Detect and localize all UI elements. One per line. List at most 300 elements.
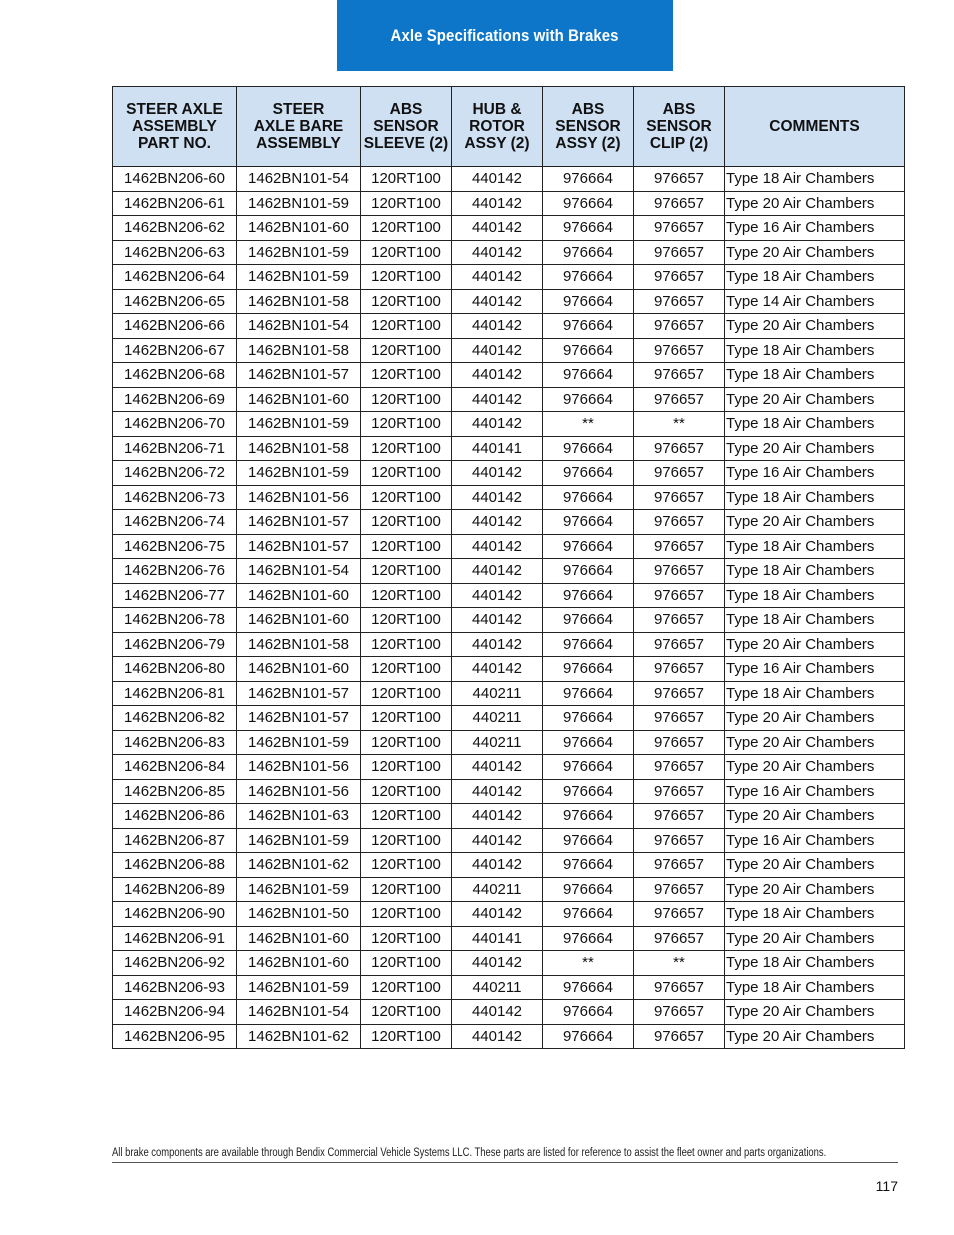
section-title-banner (337, 0, 673, 71)
table-cell: 120RT100 (361, 804, 452, 829)
table-cell: Type 20 Air Chambers (725, 436, 905, 461)
table-row (113, 902, 905, 927)
table-cell: 976657 (634, 436, 725, 461)
table-cell: 976657 (634, 681, 725, 706)
table-cell: ** (634, 412, 725, 437)
table-cell: 976664 (543, 706, 634, 731)
column-header: HUB & ROTOR ASSY (2) (452, 87, 543, 167)
table-cell: 440142 (452, 191, 543, 216)
table-cell: Type 16 Air Chambers (725, 779, 905, 804)
table-cell: 1462BN206-79 (113, 632, 237, 657)
table-cell: 120RT100 (361, 436, 452, 461)
table-cell: 1462BN101-60 (237, 583, 361, 608)
table-cell: 1462BN206-71 (113, 436, 237, 461)
table-cell: 976657 (634, 191, 725, 216)
table-cell: 1462BN101-59 (237, 461, 361, 486)
table-cell: 1462BN206-61 (113, 191, 237, 216)
table-row (113, 289, 905, 314)
table-cell: Type 20 Air Chambers (725, 1000, 905, 1025)
table-cell: 1462BN101-60 (237, 608, 361, 633)
table-cell: 976657 (634, 167, 725, 192)
column-header: COMMENTS (725, 87, 905, 167)
table-cell: ** (543, 412, 634, 437)
table-cell: 120RT100 (361, 191, 452, 216)
table-cell: 976664 (543, 363, 634, 388)
table-cell: 1462BN206-63 (113, 240, 237, 265)
table-row (113, 779, 905, 804)
table-cell: Type 20 Air Chambers (725, 877, 905, 902)
table-cell: Type 18 Air Chambers (725, 681, 905, 706)
table-cell: Type 18 Air Chambers (725, 412, 905, 437)
table-cell: ** (634, 951, 725, 976)
table-cell: 976657 (634, 559, 725, 584)
table-row (113, 975, 905, 1000)
table-cell: 1462BN101-59 (237, 730, 361, 755)
table-cell: 120RT100 (361, 289, 452, 314)
table-cell: 1462BN101-57 (237, 363, 361, 388)
table-cell: 976657 (634, 240, 725, 265)
table-cell: 976664 (543, 216, 634, 241)
table-cell: 120RT100 (361, 926, 452, 951)
table-cell: 1462BN101-62 (237, 1024, 361, 1049)
table-row (113, 412, 905, 437)
table-cell: 120RT100 (361, 975, 452, 1000)
table-cell: 440142 (452, 779, 543, 804)
table-cell: 976657 (634, 853, 725, 878)
table-cell: 1462BN206-80 (113, 657, 237, 682)
table-cell: 440142 (452, 510, 543, 535)
table-cell: 440211 (452, 877, 543, 902)
table-row (113, 657, 905, 682)
table-cell: 440142 (452, 265, 543, 290)
table-cell: 976657 (634, 1024, 725, 1049)
table-cell: 120RT100 (361, 877, 452, 902)
table-cell: 976664 (543, 167, 634, 192)
table-cell: 1462BN101-59 (237, 412, 361, 437)
table-cell: 120RT100 (361, 1024, 452, 1049)
table-row (113, 363, 905, 388)
table-cell: 1462BN206-88 (113, 853, 237, 878)
table-row (113, 534, 905, 559)
table-cell: 976657 (634, 877, 725, 902)
table-cell: 120RT100 (361, 779, 452, 804)
table-cell: 1462BN101-60 (237, 387, 361, 412)
table-cell: 1462BN101-58 (237, 338, 361, 363)
table-cell: 1462BN101-59 (237, 191, 361, 216)
table-cell: 976664 (543, 510, 634, 535)
table-cell: 1462BN101-57 (237, 681, 361, 706)
table-cell: 440211 (452, 730, 543, 755)
table-cell: 1462BN206-69 (113, 387, 237, 412)
table-cell: 1462BN206-86 (113, 804, 237, 829)
table-cell: 440142 (452, 412, 543, 437)
table-cell: 440142 (452, 828, 543, 853)
table-cell: 440142 (452, 657, 543, 682)
table-cell: Type 18 Air Chambers (725, 559, 905, 584)
table-cell: 1462BN206-92 (113, 951, 237, 976)
table-row (113, 216, 905, 241)
page-number: 117 (875, 1178, 898, 1194)
table-cell: 440142 (452, 804, 543, 829)
table-cell: 440142 (452, 559, 543, 584)
table-cell: 440142 (452, 167, 543, 192)
table-cell: 976657 (634, 755, 725, 780)
table-cell: 1462BN206-75 (113, 534, 237, 559)
table-cell: 1462BN206-77 (113, 583, 237, 608)
table-cell: 976664 (543, 240, 634, 265)
table-cell: 976664 (543, 975, 634, 1000)
table-cell: 1462BN206-78 (113, 608, 237, 633)
table-row (113, 387, 905, 412)
table-cell: 976657 (634, 510, 725, 535)
table-cell: Type 18 Air Chambers (725, 902, 905, 927)
table-cell: Type 20 Air Chambers (725, 1024, 905, 1049)
table-cell: 976664 (543, 461, 634, 486)
table-cell: Type 18 Air Chambers (725, 167, 905, 192)
column-header: ABS SENSOR ASSY (2) (543, 87, 634, 167)
table-cell: 440142 (452, 853, 543, 878)
table-cell: 120RT100 (361, 461, 452, 486)
table-row (113, 828, 905, 853)
column-header: ABS SENSOR CLIP (2) (634, 87, 725, 167)
table-cell: Type 20 Air Chambers (725, 853, 905, 878)
table-cell: 1462BN101-59 (237, 877, 361, 902)
table-cell: 976664 (543, 681, 634, 706)
table-cell: 976657 (634, 265, 725, 290)
table-cell: 1462BN101-57 (237, 706, 361, 731)
table-cell: 120RT100 (361, 412, 452, 437)
table-cell: 1462BN101-54 (237, 167, 361, 192)
table-cell: 976664 (543, 289, 634, 314)
table-row (113, 461, 905, 486)
table-cell: 440211 (452, 681, 543, 706)
table-cell: 976664 (543, 191, 634, 216)
table-cell: 440142 (452, 240, 543, 265)
table-cell: 976664 (543, 338, 634, 363)
table-cell: Type 18 Air Chambers (725, 534, 905, 559)
table-row (113, 853, 905, 878)
table-row (113, 608, 905, 633)
table-cell: Type 20 Air Chambers (725, 730, 905, 755)
table-cell: 120RT100 (361, 167, 452, 192)
table-cell: Type 16 Air Chambers (725, 828, 905, 853)
table-cell: 976657 (634, 706, 725, 731)
table-row (113, 926, 905, 951)
table-cell: 1462BN206-93 (113, 975, 237, 1000)
table-cell: 976657 (634, 1000, 725, 1025)
table-cell: 120RT100 (361, 485, 452, 510)
table-cell: 1462BN206-62 (113, 216, 237, 241)
table-row (113, 804, 905, 829)
table-cell: Type 18 Air Chambers (725, 583, 905, 608)
table-cell: 440142 (452, 632, 543, 657)
table-cell: 976664 (543, 485, 634, 510)
table-cell: 976664 (543, 926, 634, 951)
table-cell: 120RT100 (361, 681, 452, 706)
table-cell: 1462BN206-84 (113, 755, 237, 780)
table-cell: 120RT100 (361, 534, 452, 559)
table-cell: Type 20 Air Chambers (725, 191, 905, 216)
table-cell: Type 20 Air Chambers (725, 314, 905, 339)
table-cell: 1462BN101-60 (237, 657, 361, 682)
table-cell: 440142 (452, 363, 543, 388)
table-cell: 1462BN101-60 (237, 216, 361, 241)
table-cell: 1462BN101-58 (237, 289, 361, 314)
table-cell: 976657 (634, 363, 725, 388)
table-row (113, 706, 905, 731)
table-cell: Type 14 Air Chambers (725, 289, 905, 314)
table-cell: 440211 (452, 975, 543, 1000)
table-cell: 1462BN206-72 (113, 461, 237, 486)
table-cell: 120RT100 (361, 338, 452, 363)
table-row (113, 191, 905, 216)
table-cell: 120RT100 (361, 583, 452, 608)
table-cell: Type 18 Air Chambers (725, 265, 905, 290)
table-cell: 976664 (543, 828, 634, 853)
table-row (113, 681, 905, 706)
column-header: STEER AXLE ASSEMBLY PART NO. (113, 87, 237, 167)
table-cell: 440142 (452, 461, 543, 486)
table-cell: 976657 (634, 314, 725, 339)
table-cell: 120RT100 (361, 216, 452, 241)
table-cell: 1462BN101-59 (237, 240, 361, 265)
table-cell: 976664 (543, 1024, 634, 1049)
table-cell: 1462BN206-76 (113, 559, 237, 584)
table-cell: 1462BN206-95 (113, 1024, 237, 1049)
table-row (113, 755, 905, 780)
table-cell: 1462BN206-67 (113, 338, 237, 363)
table-cell: 1462BN206-83 (113, 730, 237, 755)
footnote (112, 1147, 898, 1163)
table-cell: 976657 (634, 583, 725, 608)
table-cell: 1462BN101-63 (237, 804, 361, 829)
table-cell: 1462BN206-70 (113, 412, 237, 437)
table-cell: 440142 (452, 289, 543, 314)
table-cell: 440142 (452, 951, 543, 976)
table-cell: 976657 (634, 216, 725, 241)
table-cell: 976657 (634, 632, 725, 657)
table-cell: 976664 (543, 387, 634, 412)
table-cell: 1462BN206-68 (113, 363, 237, 388)
table-cell: 1462BN101-57 (237, 510, 361, 535)
table-cell: 1462BN206-82 (113, 706, 237, 731)
table-cell: 976657 (634, 534, 725, 559)
table-cell: 440141 (452, 436, 543, 461)
table-cell: 1462BN206-81 (113, 681, 237, 706)
table-cell: 440142 (452, 216, 543, 241)
table-cell: 1462BN206-89 (113, 877, 237, 902)
table-cell: 976664 (543, 755, 634, 780)
table-cell: Type 20 Air Chambers (725, 804, 905, 829)
table-cell: 120RT100 (361, 510, 452, 535)
table-cell: 120RT100 (361, 240, 452, 265)
table-cell: 120RT100 (361, 387, 452, 412)
table-cell: Type 20 Air Chambers (725, 755, 905, 780)
table-row (113, 951, 905, 976)
table-cell: 1462BN101-58 (237, 436, 361, 461)
table-cell: 440142 (452, 338, 543, 363)
table-cell: 120RT100 (361, 902, 452, 927)
table-cell: Type 20 Air Chambers (725, 240, 905, 265)
table-cell: 120RT100 (361, 608, 452, 633)
table-cell: 976664 (543, 632, 634, 657)
table-cell: 1462BN101-57 (237, 534, 361, 559)
table-cell: 120RT100 (361, 730, 452, 755)
table-row (113, 877, 905, 902)
table-cell: 120RT100 (361, 265, 452, 290)
table-row (113, 167, 905, 192)
table-cell: 1462BN206-94 (113, 1000, 237, 1025)
table-cell: 1462BN206-73 (113, 485, 237, 510)
table-cell: 440142 (452, 583, 543, 608)
table-cell: 976664 (543, 804, 634, 829)
table-cell: 976664 (543, 534, 634, 559)
table-cell: 976657 (634, 485, 725, 510)
table-cell: 1462BN206-91 (113, 926, 237, 951)
table-cell: 1462BN206-64 (113, 265, 237, 290)
table-cell: 976657 (634, 289, 725, 314)
table-cell: Type 18 Air Chambers (725, 975, 905, 1000)
table-cell: 1462BN101-59 (237, 975, 361, 1000)
table-cell: Type 16 Air Chambers (725, 461, 905, 486)
table-cell: 976657 (634, 608, 725, 633)
table-row (113, 1024, 905, 1049)
table-cell: 1462BN101-54 (237, 559, 361, 584)
table-row (113, 436, 905, 461)
table-cell: 120RT100 (361, 951, 452, 976)
table-cell: 440142 (452, 902, 543, 927)
table-cell: 976657 (634, 461, 725, 486)
table-cell: 440141 (452, 926, 543, 951)
table-cell: Type 20 Air Chambers (725, 387, 905, 412)
table-cell: Type 18 Air Chambers (725, 951, 905, 976)
table-cell: 440142 (452, 608, 543, 633)
table-cell: 976664 (543, 1000, 634, 1025)
column-header: STEER AXLE BARE ASSEMBLY (237, 87, 361, 167)
table-cell: 976657 (634, 902, 725, 927)
table-cell: 440142 (452, 1000, 543, 1025)
table-cell: 1462BN101-62 (237, 853, 361, 878)
table-cell: 976657 (634, 338, 725, 363)
table-cell: 120RT100 (361, 1000, 452, 1025)
table-row (113, 583, 905, 608)
table-cell: 1462BN101-54 (237, 314, 361, 339)
table-cell: 1462BN101-60 (237, 951, 361, 976)
table-cell: 976657 (634, 828, 725, 853)
table-cell: 976664 (543, 779, 634, 804)
table-cell: 1462BN206-65 (113, 289, 237, 314)
table-cell: 1462BN101-56 (237, 485, 361, 510)
table-cell: 1462BN206-90 (113, 902, 237, 927)
table-cell: 976664 (543, 877, 634, 902)
table-cell: 440142 (452, 1024, 543, 1049)
table-cell: 976657 (634, 804, 725, 829)
table-cell: 1462BN206-87 (113, 828, 237, 853)
table-cell: 976664 (543, 608, 634, 633)
table-row (113, 314, 905, 339)
table-cell: 440211 (452, 706, 543, 731)
table-cell: 440142 (452, 534, 543, 559)
table-cell: 120RT100 (361, 559, 452, 584)
table-cell: 440142 (452, 755, 543, 780)
table-cell: 1462BN206-85 (113, 779, 237, 804)
table-cell: 1462BN101-56 (237, 755, 361, 780)
table-cell: 120RT100 (361, 755, 452, 780)
column-header: ABS SENSOR SLEEVE (2) (361, 87, 452, 167)
table-cell: 976657 (634, 730, 725, 755)
table-cell: 1462BN101-60 (237, 926, 361, 951)
table-cell: 120RT100 (361, 363, 452, 388)
table-header-row (113, 87, 905, 167)
table-cell: 976664 (543, 853, 634, 878)
table-row (113, 510, 905, 535)
table-cell: 976664 (543, 436, 634, 461)
table-row (113, 485, 905, 510)
table-cell: 440142 (452, 485, 543, 510)
table-row (113, 338, 905, 363)
table-cell: 120RT100 (361, 706, 452, 731)
table-cell: Type 20 Air Chambers (725, 632, 905, 657)
table-cell: 976664 (543, 583, 634, 608)
table-cell: 1462BN101-54 (237, 1000, 361, 1025)
table-cell: 120RT100 (361, 657, 452, 682)
table-cell: 120RT100 (361, 853, 452, 878)
table-cell: 976664 (543, 265, 634, 290)
table-cell: 976657 (634, 657, 725, 682)
table-row (113, 265, 905, 290)
footnote-text: All brake components are available through Bendix Commercial Vehicle Systems LLC. These parts are listed for reference to assist the fleet owner and parts organizations. (112, 1147, 827, 1159)
table-cell: 1462BN101-58 (237, 632, 361, 657)
table-cell: 976657 (634, 975, 725, 1000)
table-cell: Type 18 Air Chambers (725, 338, 905, 363)
table-cell: 440142 (452, 314, 543, 339)
table-cell: Type 18 Air Chambers (725, 485, 905, 510)
table-cell: 1462BN101-56 (237, 779, 361, 804)
table-cell: 1462BN101-59 (237, 828, 361, 853)
table-cell: 976664 (543, 657, 634, 682)
table-row (113, 559, 905, 584)
table-row (113, 730, 905, 755)
table-cell: Type 16 Air Chambers (725, 216, 905, 241)
table-cell: Type 20 Air Chambers (725, 926, 905, 951)
table-cell: 440142 (452, 387, 543, 412)
table-cell: 120RT100 (361, 314, 452, 339)
table-cell: Type 18 Air Chambers (725, 608, 905, 633)
table-cell: 976664 (543, 902, 634, 927)
table-cell: 1462BN101-59 (237, 265, 361, 290)
table-cell: Type 20 Air Chambers (725, 706, 905, 731)
axle-spec-table (112, 86, 905, 1049)
section-title: Axle Specifications with Brakes (390, 25, 620, 45)
table-cell: ** (543, 951, 634, 976)
table-cell: 976664 (543, 559, 634, 584)
table-cell: 1462BN101-50 (237, 902, 361, 927)
table-row (113, 1000, 905, 1025)
table-cell: 1462BN206-66 (113, 314, 237, 339)
table-row (113, 240, 905, 265)
table-cell: 120RT100 (361, 828, 452, 853)
table-cell: 1462BN206-60 (113, 167, 237, 192)
table-cell: Type 20 Air Chambers (725, 510, 905, 535)
table-cell: 976657 (634, 779, 725, 804)
table-cell: 976657 (634, 926, 725, 951)
table-cell: 976664 (543, 730, 634, 755)
table-cell: 976664 (543, 314, 634, 339)
table-cell: 976657 (634, 387, 725, 412)
table-cell: Type 16 Air Chambers (725, 657, 905, 682)
table-cell: Type 18 Air Chambers (725, 363, 905, 388)
table-cell: 1462BN206-74 (113, 510, 237, 535)
